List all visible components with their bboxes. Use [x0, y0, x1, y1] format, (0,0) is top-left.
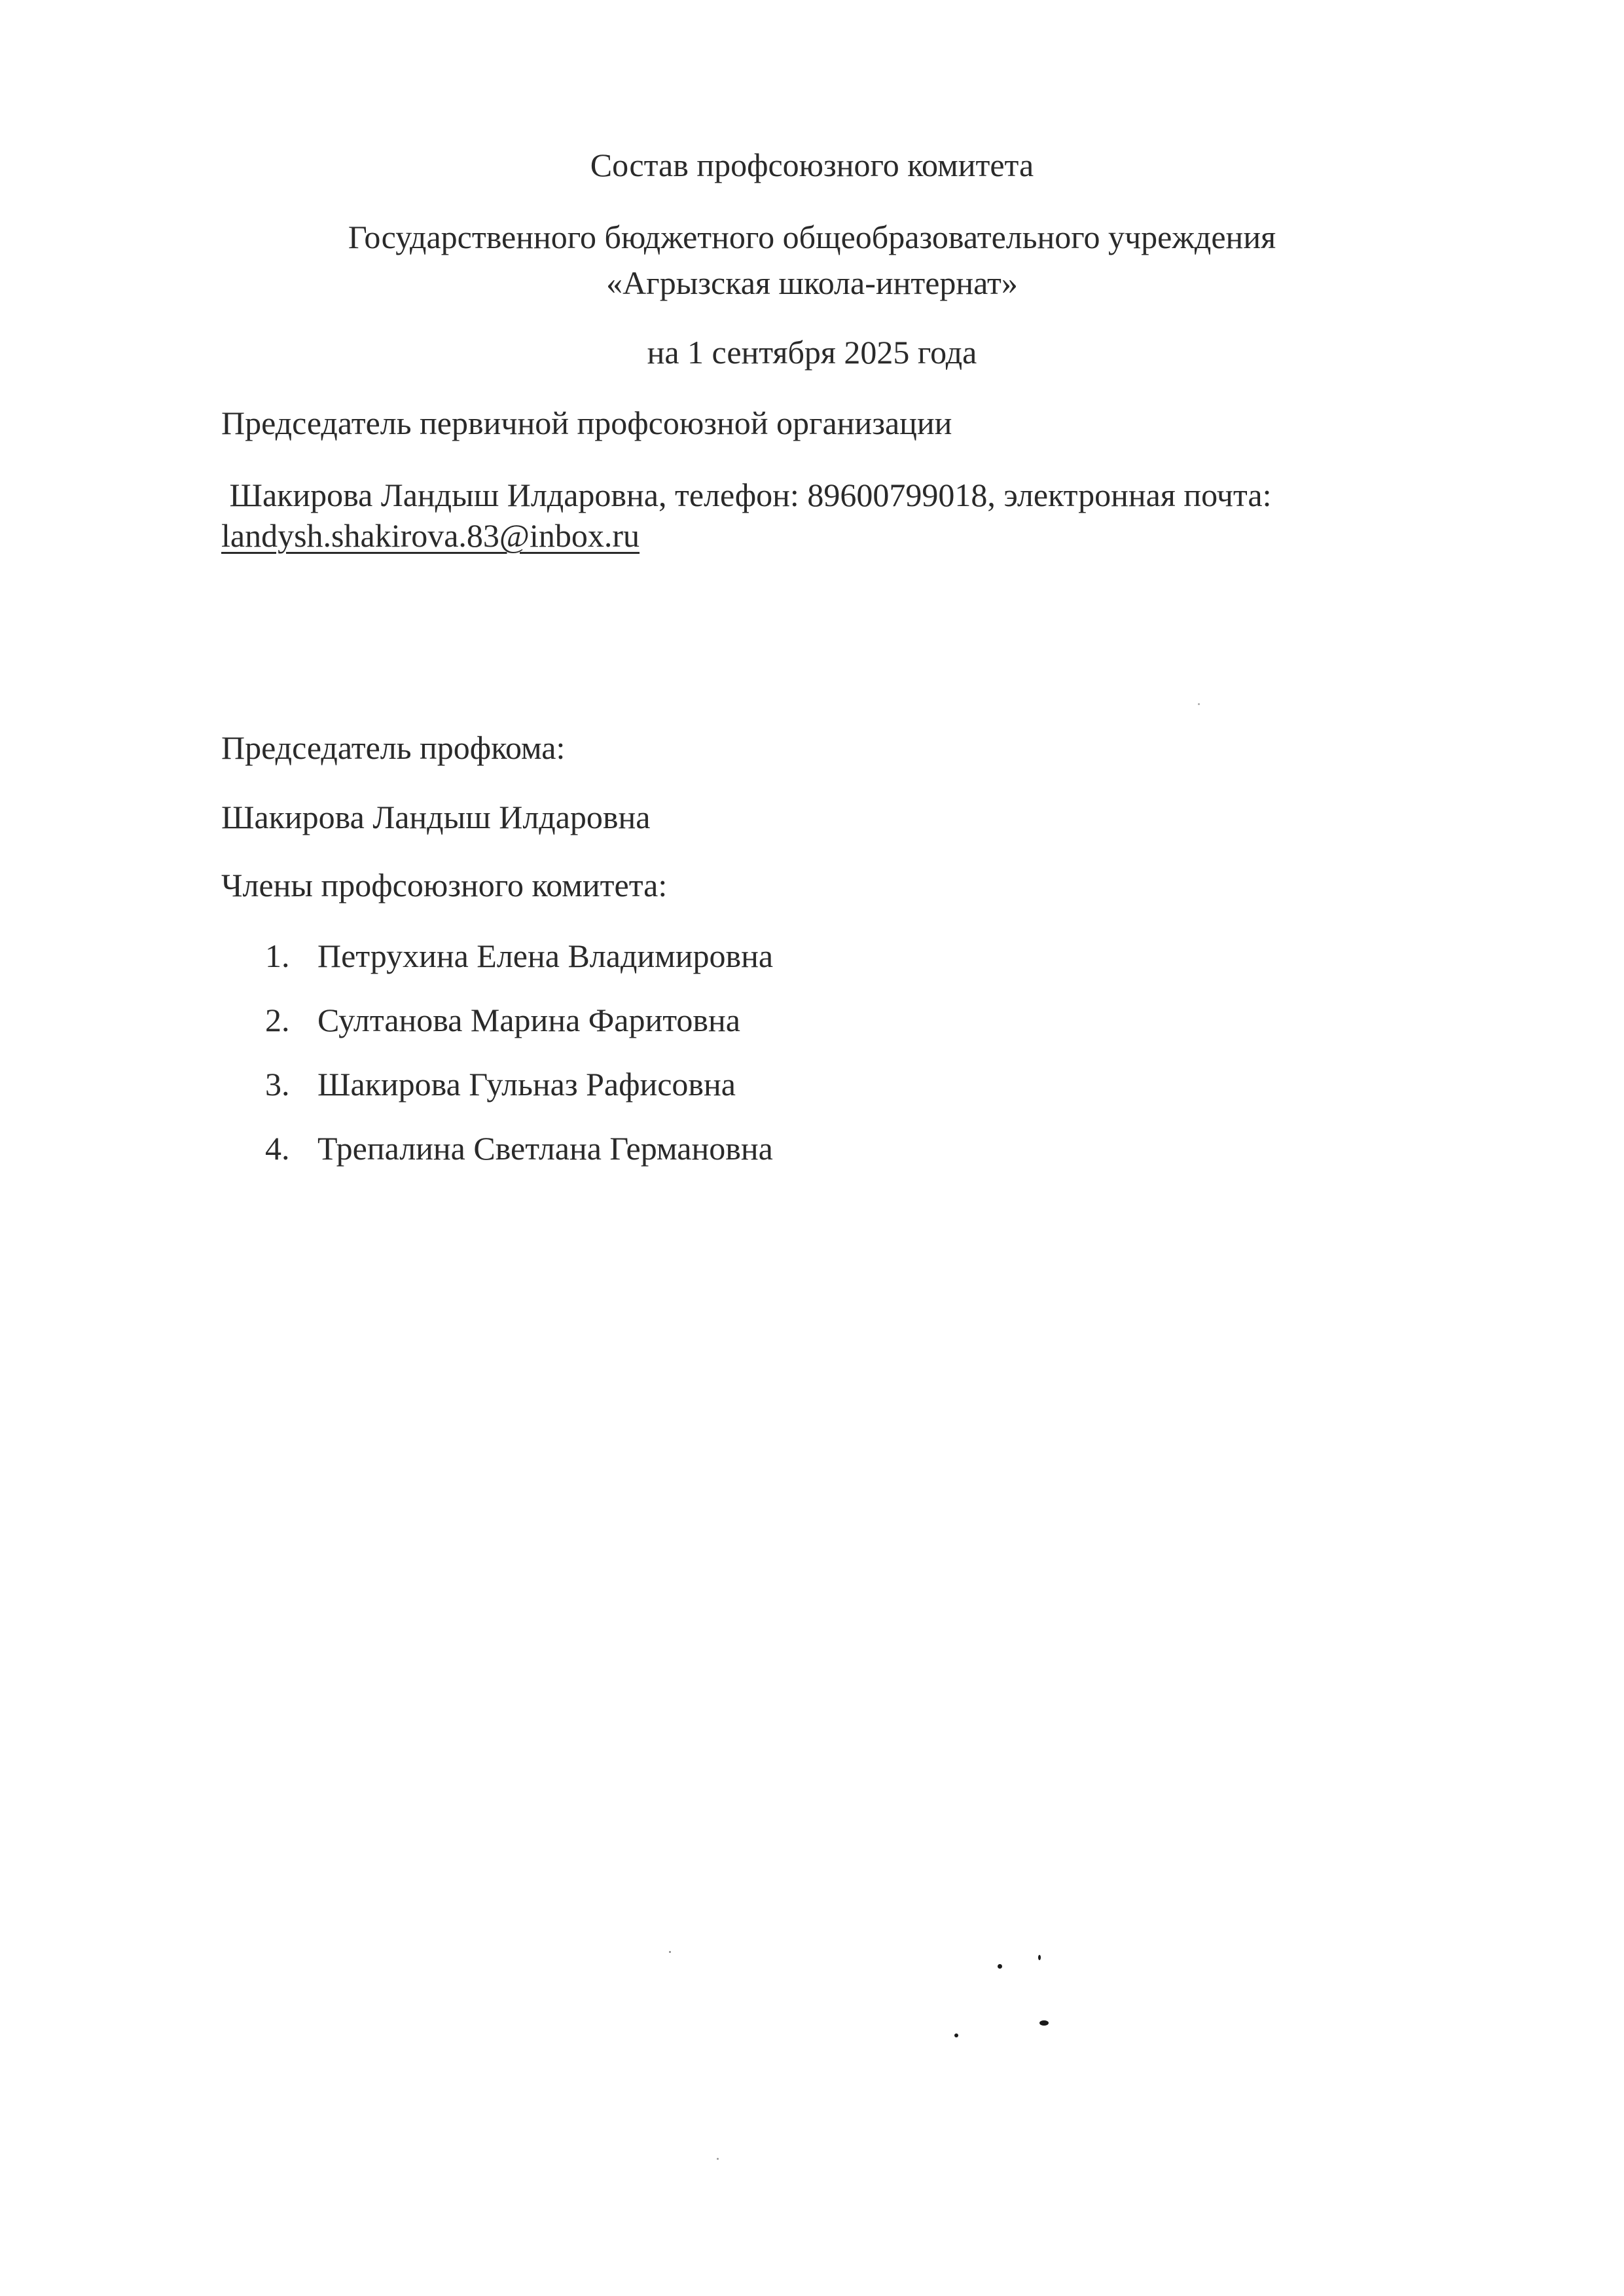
list-item-number: 2.: [265, 1002, 290, 1038]
list-item-name: Султанова Марина Фаритовна: [317, 1002, 740, 1038]
committee-chair-name: Шакирова Ландыш Илдаровна: [221, 799, 651, 835]
list-item-name: Шакирова Гульназ Рафисовна: [317, 1066, 736, 1102]
scan-speck: [1038, 1955, 1041, 1960]
primary-org-heading: Председатель первичной профсоюзной организации: [221, 405, 952, 441]
list-item: [265, 1065, 773, 1129]
scan-speck: [998, 1964, 1002, 1969]
scan-speck: [954, 2033, 958, 2037]
organization-name-line-1: Государственного бюджетного общеобразовательного учреждения: [348, 219, 1276, 255]
committee-chair-heading: Председатель профкома:: [221, 729, 566, 766]
committee-members-list: [265, 936, 773, 1193]
list-item: [265, 1129, 773, 1193]
committee-members-heading: Члены профсоюзного комитета:: [221, 867, 668, 903]
chair-contact-line: Шакирова Ландыш Илдаровна, телефон: 89600799018, электронная почта:: [221, 477, 1272, 513]
email-link[interactable]: landysh.shakirova.83@inbox.ru: [221, 517, 640, 554]
list-item-name: Трепалина Светлана Германовна: [317, 1130, 773, 1167]
organization-name-line-2: «Агрызская школа-интернат»: [606, 264, 1018, 301]
list-item-name: Петрухина Елена Владимировна: [317, 938, 774, 974]
scan-speck: [1039, 2020, 1049, 2026]
scan-speck: [717, 2158, 719, 2160]
scan-speck: [1198, 703, 1200, 705]
list-item-number: 4.: [265, 1130, 290, 1167]
list-item-number: 1.: [265, 938, 290, 974]
list-item: [265, 936, 773, 1000]
scan-speck: [669, 1951, 671, 1953]
list-item: [265, 1000, 773, 1065]
document-date: на 1 сентября 2025 года: [647, 334, 977, 371]
document-title: Состав профсоюзного комитета: [590, 147, 1034, 183]
list-item-number: 3.: [265, 1066, 290, 1102]
